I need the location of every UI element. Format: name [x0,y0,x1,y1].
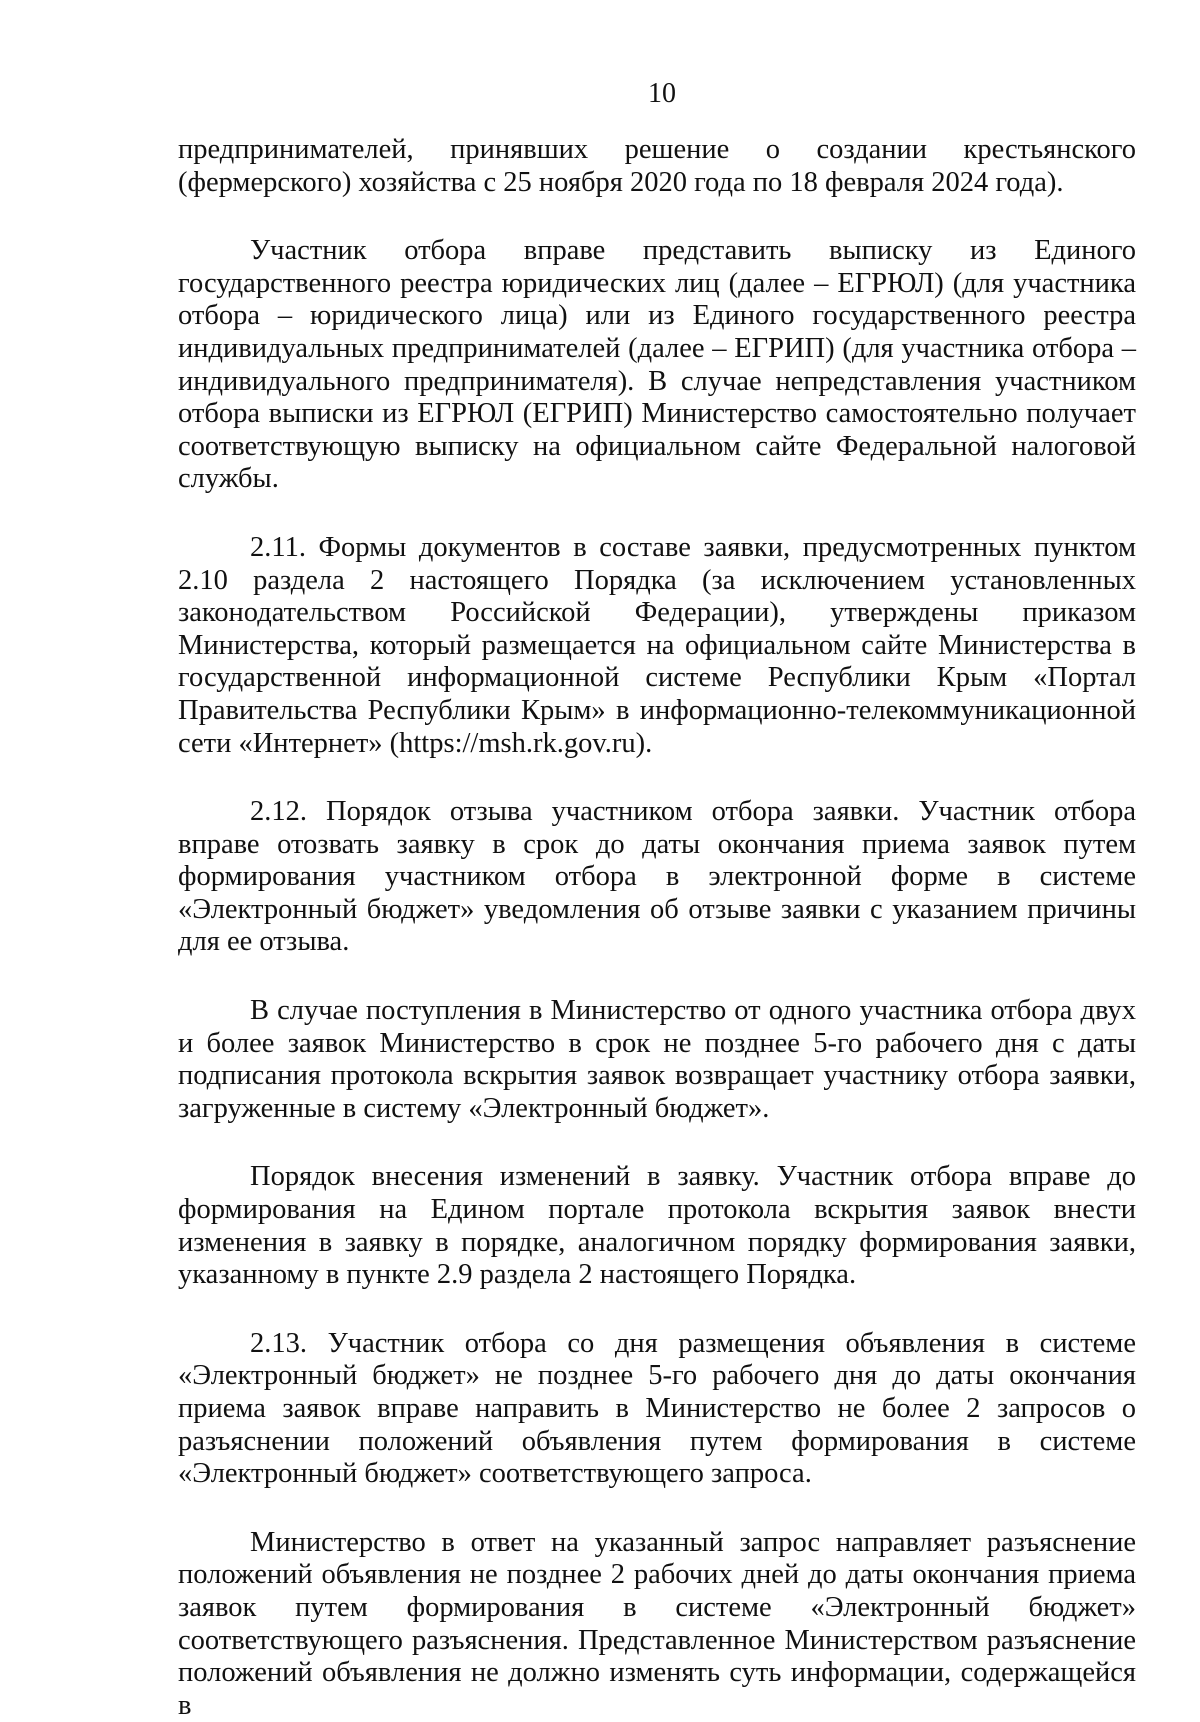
paragraph-2-13-clarification-requests: 2.13. Участник отбора со дня размещения объявления в системе «Электронный бюджет» не позднее 5-го рабочего дня до даты окончания приема заявок вправе направить в Министерство не более 2 запросов о разъяснении положений объявления путем формирования в системе «Электронный бюджет» соответствующего запроса. [178,1327,1136,1490]
paragraph-2-11-document-forms: 2.11. Формы документов в составе заявки, предусмотренных пунктом 2.10 раздела 2 настоящего Порядка (за исключением установленных законодательством Российской Федерации), утверждены приказом Министерства, который размещается на официальном сайте Министерства в государственной информационной системе Республики Крым «Портал Правительства Республики Крым» в информационно-телекоммуникационной сети «Интернет» (https://msh.rk.gov.ru). [178,531,1136,759]
paragraph-2-12-withdrawal: 2.12. Порядок отзыва участником отбора заявки. Участник отбора вправе отозвать заявку в срок до даты окончания приема заявок путем формирования участником отбора в электронной форме в системе «Электронный бюджет» уведомления об отзыве заявки с указанием причины для ее отзыва. [178,796,1136,958]
paragraph-application-changes: Порядок внесения изменений в заявку. Участник отбора вправе до формирования на Едином портале протокола вскрытия заявок внести изменения в заявку в порядке, аналогичном порядку формирования заявки, указанному в пункте 2.9 раздела 2 настоящего Порядка. [178,1161,1136,1291]
paragraph-multiple-applications: В случае поступления в Министерство от одного участника отбора двух и более заявок Министерство в срок не позднее 5-го рабочего дня с даты подписания протокола вскрытия заявок возвращает участнику отбора заявки, загруженные в систему «Электронный бюджет». [178,995,1136,1124]
document-body [178,134,1136,1722]
paragraph-ministry-clarification: Министерство в ответ на указанный запрос направляет разъяснение положений объявления не позднее 2 рабочих дней до даты окончания приема заявок путем формирования в системе «Электронный бюджет» соответствующего разъяснения. Представленное Министерством разъяснение положений объявления не должно изменять суть информации, содержащейся в [178,1526,1136,1721]
paragraph-continuation: предпринимателей, принявших решение о создании крестьянского (фермерского) хозяйства с 25 ноября 2020 года по 18 февраля 2024 года). [178,134,1136,198]
page-number: 10 [648,78,676,109]
paragraph-egrul-extract: Участник отбора вправе представить выписку из Единого государственного реестра юридических лиц (далее – ЕГРЮЛ) (для участника отбора – юридического лица) или из Единого государственного реестра индивидуальных предпринимателей (далее – ЕГРИП) (для участника отбора – индивидуального предпринимателя). В случае непредставления участником отбора выписки из ЕГРЮЛ (ЕГРИП) Министерство самостоятельно получает соответствующую выписку на официальном сайте Федеральной налоговой службы. [178,235,1136,495]
